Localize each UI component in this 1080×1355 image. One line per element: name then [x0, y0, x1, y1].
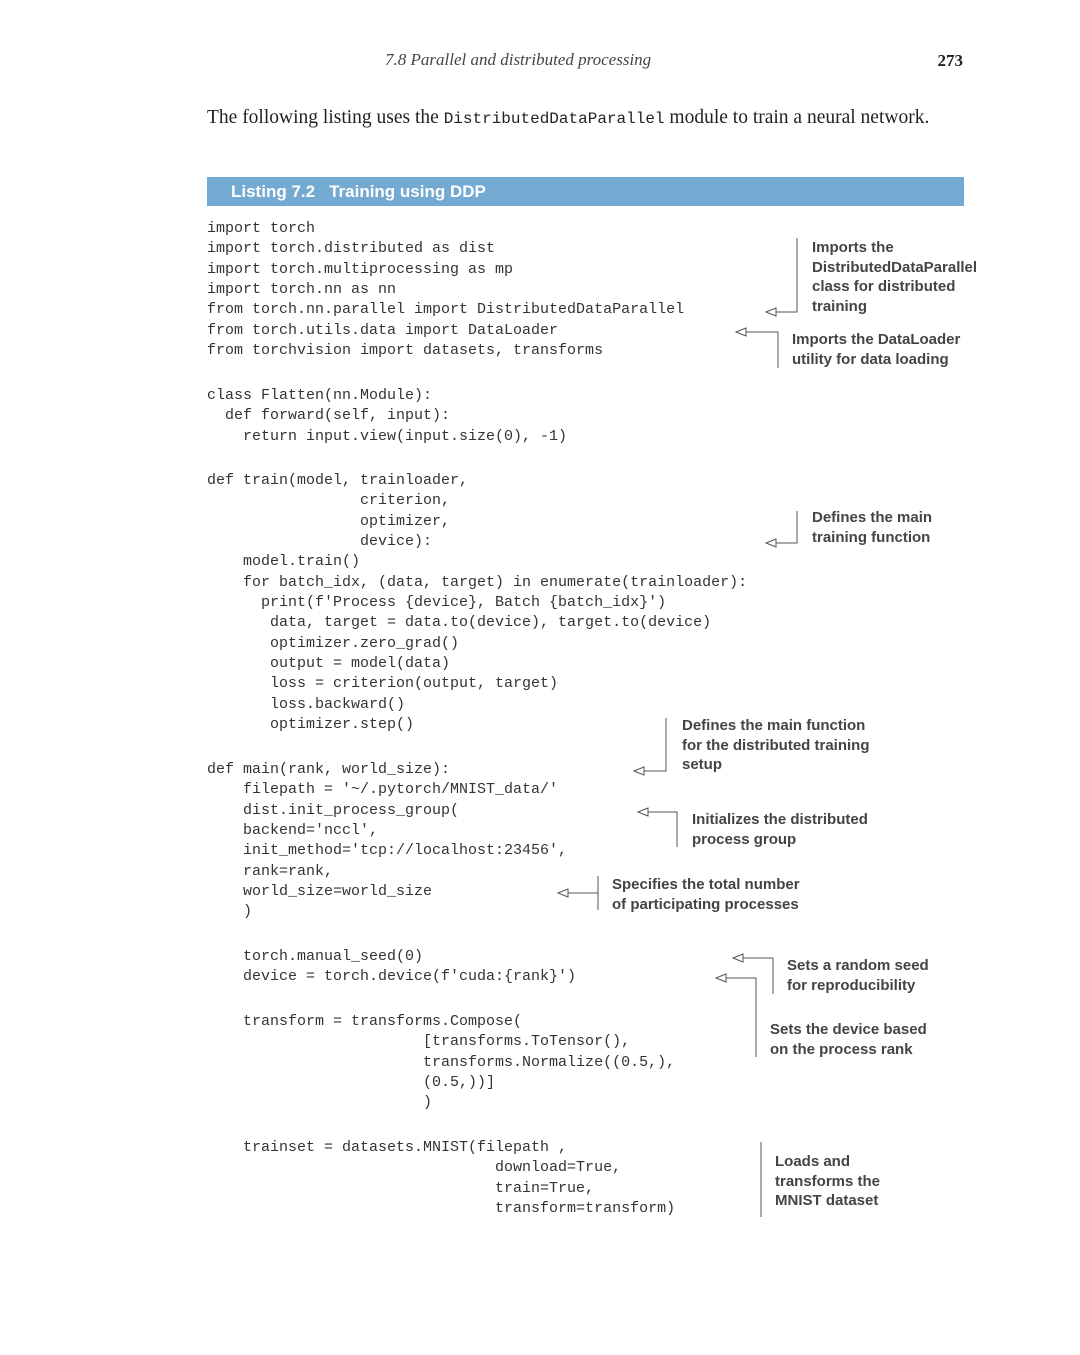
connector-train	[776, 511, 797, 543]
callout-world-size: Specifies the total number of participating processes	[612, 876, 800, 913]
callout-dataloader: Imports the DataLoader utility for data loading	[792, 331, 961, 368]
arrow-head-icon	[736, 328, 746, 336]
callout-init-process-group: Initializes the distributed process group	[692, 811, 868, 848]
callout-random-seed: Sets a random seed for reproducibility	[787, 957, 929, 994]
connector-device	[726, 978, 756, 1057]
code-main-function: def main(rank, world_size): filepath = '~/.pytorch/MNIST_data/' dist.init_process_group( backend='nccl', init_method='tcp://localhost:23456', rank=rank, world_size=world_size )	[207, 761, 568, 921]
connector-dataloader	[746, 332, 778, 368]
arrow-head-icon	[766, 308, 776, 316]
arrow-head-icon	[766, 539, 776, 547]
connector-init-group	[648, 812, 677, 847]
connector-ddp	[776, 238, 797, 312]
arrow-head-icon	[638, 808, 648, 816]
arrow-head-icon	[733, 954, 743, 962]
code-flatten-class: class Flatten(nn.Module): def forward(self, input): return input.view(input.size(0), -1)	[207, 387, 568, 445]
inline-code: DistributedDataParallel	[443, 110, 665, 128]
page-number: 273	[937, 51, 963, 70]
arrow-head-icon	[558, 889, 568, 897]
connector-seed	[743, 958, 773, 994]
intro-text-start: The following listing uses the	[207, 107, 444, 128]
callout-device: Sets the device based on the process rank	[770, 1021, 927, 1058]
code-seed-device: torch.manual_seed(0) device = torch.device(f'cuda:{rank}')	[243, 948, 577, 986]
callout-train-function: Defines the main training function	[812, 509, 933, 546]
callout-main-function: Defines the main function for the distributed training setup	[682, 717, 870, 773]
code-imports: import torch import torch.distributed as dist import torch.multiprocessing as mp import torch.nn as nn from torch.nn.parallel import DistributedDataParallel from torch.utils.data import DataLoader from torchvision import datasets, transforms	[207, 220, 685, 360]
code-trainset: trainset = datasets.MNIST(filepath , download=True, train=True, transform=transform)	[243, 1139, 676, 1218]
callout-mnist: Loads and transforms the MNIST dataset	[775, 1153, 881, 1209]
code-train-function: def train(model, trainloader, criterion, optimizer, device): model.train() for batch_idx, (data, target) in enumerate(trainloader): print(f'Process {device}, Batch {batch_idx}') data, target = data.to(device), target.to(device) optimizer.zero_grad() output = model(data) loss = criterion(output, target) loss.backward() optimizer.step()	[207, 472, 748, 734]
callout-ddp: Imports the DistributedDataParallel class for distributed training	[812, 239, 978, 315]
connector-main	[644, 718, 666, 771]
listing-title: Training using DDP	[329, 182, 486, 201]
code-transform: transform = transforms.Compose( [transforms.ToTensor(), transforms.Normalize((0.5,), (0.5,))] )	[243, 1013, 676, 1112]
arrow-head-icon	[634, 767, 644, 775]
listing-number: Listing 7.2	[231, 182, 316, 201]
intro-text-end: module to train a neural network.	[664, 107, 930, 128]
arrow-head-icon	[716, 974, 726, 982]
running-head: 7.8 Parallel and distributed processing	[385, 50, 652, 69]
